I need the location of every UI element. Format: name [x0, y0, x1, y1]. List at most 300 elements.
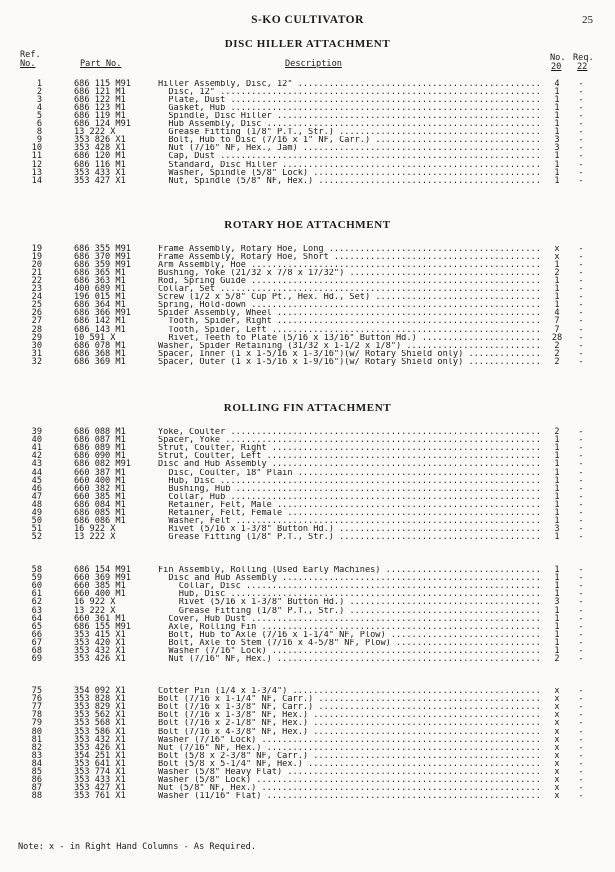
ref-number: 88 — [31, 791, 42, 802]
ref-number: 28 — [31, 324, 42, 335]
part-description: Spindle, Disc Hiller ..... — [158, 112, 543, 120]
part-description: Gasket, Hub ..... — [158, 104, 543, 112]
ref-number: 85 — [31, 767, 42, 777]
part-description: Washer, Spider Retaining (31/32 x 1-1/2 x 1/8") ..... — [158, 342, 543, 350]
qty-22: - — [578, 491, 584, 502]
part-description: Spacer, Outer (1 x 1-5/16 x 1-9/16")(w/ Rotary Shield only) ..... — [158, 358, 543, 366]
qty-20: 2 — [554, 268, 560, 279]
qty-20: 1 — [554, 159, 560, 170]
ref-number: 10 — [31, 143, 42, 154]
qty-20: 1 — [554, 300, 560, 311]
header-description: Description — [285, 59, 342, 69]
part-description: Retainer, Felt, Male ..... — [158, 501, 543, 509]
qty-20: 1 — [554, 151, 560, 162]
part-number: 353 428 X1 — [74, 143, 126, 154]
qty-20: 1 — [554, 167, 560, 178]
ref-number: 32 — [31, 356, 42, 367]
part-number: 353 415 X1 — [74, 629, 126, 640]
qty-20: 1 — [554, 532, 560, 543]
ref-number: 64 — [31, 613, 42, 624]
ref-number: 52 — [31, 532, 42, 543]
part-description: Washer (7/16" Lock) ..... — [158, 647, 543, 655]
header-col-22: 22 — [577, 62, 588, 72]
ref-number: 86 — [31, 775, 42, 786]
qty-20: 28 — [551, 332, 563, 343]
part-description: Washer (5/8" Lock) ..... — [158, 776, 543, 784]
ref-number: 81 — [31, 734, 42, 745]
qty-20: 3 — [554, 597, 560, 608]
qty-22: - — [578, 532, 584, 543]
qty-22: - — [578, 475, 584, 486]
part-description: Axle, Rolling Fin ..... — [158, 623, 543, 631]
qty-22: - — [578, 637, 584, 648]
qty-20: 1 — [554, 467, 560, 478]
qty-20: x — [554, 734, 560, 745]
qty-22: - — [578, 605, 584, 616]
qty-22: - — [578, 734, 584, 745]
part-number: 686 154 M91 — [74, 565, 131, 575]
part-description: Bushing, Yoke (21/32 x 7/8 x 17/32") ..... — [158, 269, 543, 277]
part-description: Disc and Hub Assembly ..... — [158, 574, 543, 582]
part-number: 686 123 M1 — [74, 103, 126, 114]
part-number: 686 124 M91 — [74, 119, 131, 130]
part-description: Bolt (5/8 x 5-1/4" NF, Hex.) ..... — [158, 760, 543, 768]
part-description: Washer, Spindle (5/8" Lock) ..... — [158, 169, 543, 177]
part-number: 660 369 M91 — [74, 573, 131, 584]
header-no: No. — [550, 53, 566, 63]
qty-22: - — [578, 260, 584, 271]
qty-20: x — [554, 702, 560, 713]
qty-22: - — [578, 268, 584, 279]
ref-number: 84 — [31, 758, 42, 769]
part-number: 353 641 X1 — [74, 758, 126, 769]
qty-20: 1 — [554, 475, 560, 486]
qty-20: 1 — [554, 581, 560, 592]
ref-number: 77 — [31, 702, 42, 713]
footnote: Note: x - in Right Hand Columns - As Required. — [18, 842, 256, 852]
qty-22: - — [578, 340, 584, 351]
qty-22: - — [578, 276, 584, 287]
header-ref: Ref. — [20, 50, 41, 60]
qty-22: - — [578, 467, 584, 478]
ref-number: 82 — [31, 742, 42, 753]
part-description: Spring, Hold-down ..... — [158, 301, 543, 309]
part-description: Frame Assembly, Rotary Hoe, Long ..... — [158, 245, 543, 253]
part-number: 686 087 M1 — [74, 435, 126, 446]
part-number: 353 774 X1 — [74, 767, 126, 777]
part-number: 353 829 X1 — [74, 702, 126, 713]
qty-22: - — [578, 167, 584, 178]
qty-22: - — [578, 111, 584, 122]
part-number: 686 082 M91 — [74, 459, 131, 470]
qty-22: - — [578, 516, 584, 527]
part-number: 686 368 M1 — [74, 348, 126, 359]
part-number: 686 078 M1 — [74, 340, 126, 351]
part-description: Nut (5/8" NF, Hex.) ..... — [158, 784, 543, 792]
qty-22: - — [578, 775, 584, 786]
part-number: 353 427 X1 — [74, 783, 126, 794]
part-description: Strut, Coulter, Right ..... — [158, 444, 543, 452]
part-description: Bolt (7/16 x 1-3/8" NF, Carr.) ..... — [158, 703, 543, 711]
part-description: Bolt (7/16 x 4-3/8" NF, Hex.) ..... — [158, 728, 543, 736]
ref-number: 76 — [31, 694, 42, 705]
ref-number: 4 — [36, 103, 42, 114]
qty-22: - — [578, 783, 584, 794]
qty-22: - — [578, 324, 584, 335]
section-title-disc-hiller: DISC HILLER ATTACHMENT — [224, 38, 391, 50]
part-number: 686 370 M91 — [74, 252, 131, 263]
part-number: 686 119 M1 — [74, 111, 126, 122]
part-number: 686 155 M91 — [74, 621, 131, 632]
qty-20: 1 — [554, 260, 560, 271]
part-description: Fin Assembly, Rolling (Used Early Machines) ..... — [158, 566, 543, 574]
part-description: Standard, Disc Hiller ..... — [158, 161, 543, 169]
qty-20: 1 — [554, 111, 560, 122]
ref-number: 66 — [31, 629, 42, 640]
part-description: Rivet (5/16 x 1-3/8" Button Hd.) ..... — [158, 598, 543, 606]
ref-number: 19 — [31, 252, 42, 263]
part-row — [0, 792, 615, 800]
qty-22: - — [578, 244, 584, 254]
ref-number: 83 — [31, 750, 42, 761]
ref-number: 50 — [31, 516, 42, 527]
part-number: 660 387 M1 — [74, 467, 126, 478]
ref-number: 87 — [31, 783, 42, 794]
qty-22: - — [578, 581, 584, 592]
ref-number: 5 — [36, 111, 42, 122]
ref-number: 80 — [31, 726, 42, 737]
part-description: Disc and Hub Assembly ..... — [158, 460, 543, 468]
qty-20: 2 — [554, 340, 560, 351]
qty-20: 1 — [554, 637, 560, 648]
qty-20: 7 — [554, 324, 560, 335]
qty-20: x — [554, 783, 560, 794]
qty-20: 1 — [554, 483, 560, 494]
qty-22: - — [578, 332, 584, 343]
part-number: 353 420 X1 — [74, 637, 126, 648]
qty-20: 1 — [554, 95, 560, 106]
qty-22: - — [578, 646, 584, 656]
ref-number: 75 — [31, 686, 42, 696]
ref-number: 1 — [36, 79, 42, 89]
section-title-rolling-fin: ROLLING FIN ATTACHMENT — [223, 402, 392, 414]
part-row — [0, 533, 615, 541]
qty-22: - — [578, 95, 584, 106]
ref-number: 40 — [31, 435, 42, 446]
ref-number: 46 — [31, 483, 42, 494]
part-description: Arm Assembly, Hoe ..... — [158, 261, 543, 269]
page-title: S-KO CULTIVATOR — [251, 14, 364, 26]
part-description: Grease Fitting (1/8" P.T., Str.) ..... — [158, 607, 543, 615]
ref-number: 25 — [31, 300, 42, 311]
part-description: Rivet, Teeth to Plate (5/16 x 13/16" Button Hd.) ..... — [158, 334, 543, 342]
qty-22: - — [578, 459, 584, 470]
part-number: 353 427 X1 — [74, 175, 126, 186]
qty-20: 7 — [554, 316, 560, 327]
qty-20: x — [554, 726, 560, 737]
part-number: 686 115 M91 — [74, 79, 131, 89]
qty-22: - — [578, 573, 584, 584]
part-description: Bolt, Axle to Stem (7/16 x 4-5/8" NF, Plow) ..... — [158, 639, 543, 647]
part-number: 686 116 M1 — [74, 159, 126, 170]
part-description: Grease Fitting (1/8" P.T., Str.) ..... — [158, 533, 543, 541]
ref-number: 51 — [31, 524, 42, 535]
part-description: Tooth, Spider, Left ..... — [158, 326, 543, 334]
part-number: 13 222 X — [74, 532, 116, 543]
qty-20: x — [554, 791, 560, 802]
ref-number: 8 — [36, 127, 42, 138]
part-number: 353 562 X1 — [74, 710, 126, 721]
ref-number: 27 — [31, 316, 42, 327]
qty-22: - — [578, 702, 584, 713]
ref-number: 3 — [36, 95, 42, 106]
qty-20: 1 — [554, 508, 560, 518]
part-description: Bolt (7/16 x 1-1/4" NF, Carr.) ..... — [158, 695, 543, 703]
ref-number: 49 — [31, 508, 42, 518]
header-ref-no: No. — [20, 59, 36, 69]
part-number: 353 432 X1 — [74, 646, 126, 656]
part-number: 400 689 M1 — [74, 284, 126, 295]
part-number: 196 015 M1 — [74, 292, 126, 303]
part-description: Disc, Coulter, 18" Plain ..... — [158, 469, 543, 477]
qty-20: 1 — [554, 516, 560, 527]
ref-number: 21 — [31, 268, 42, 279]
qty-20: 1 — [554, 292, 560, 303]
part-description: Frame Assembly, Rotary Hoe, Short ..... — [158, 253, 543, 261]
qty-20: 1 — [554, 605, 560, 616]
part-number: 353 586 X1 — [74, 726, 126, 737]
qty-22: - — [578, 79, 584, 89]
qty-22: - — [578, 613, 584, 624]
part-number: 686 085 M1 — [74, 508, 126, 518]
qty-22: - — [578, 316, 584, 327]
ref-number: 48 — [31, 499, 42, 510]
part-description: Tooth, Spider, Right ..... — [158, 317, 543, 325]
ref-number: 63 — [31, 605, 42, 616]
part-number: 686 120 M1 — [74, 151, 126, 162]
qty-22: - — [578, 87, 584, 98]
ref-number: 30 — [31, 340, 42, 351]
part-number: 660 385 M1 — [74, 581, 126, 592]
part-description: Hub, Disc ..... — [158, 477, 543, 485]
part-row — [0, 358, 615, 366]
qty-22: - — [578, 654, 584, 665]
qty-20: x — [554, 694, 560, 705]
qty-20: x — [554, 758, 560, 769]
qty-20: x — [554, 244, 560, 254]
part-description: Nut (7/16" NF, Hex.) ..... — [158, 655, 543, 663]
qty-20: 1 — [554, 499, 560, 510]
part-description: Yoke, Coulter ..... — [158, 428, 543, 436]
qty-20: 1 — [554, 565, 560, 575]
part-number: 686 366 M91 — [74, 308, 131, 319]
part-number: 353 568 X1 — [74, 718, 126, 729]
section-title-rotary-hoe: ROTARY HOE ATTACHMENT — [224, 219, 391, 231]
part-description: Rod, Spring Guide ..... — [158, 277, 543, 285]
part-number: 16 922 X — [74, 524, 116, 535]
part-number: 353 426 X1 — [74, 654, 126, 665]
qty-20: 1 — [554, 629, 560, 640]
part-number: 660 400 M1 — [74, 589, 126, 600]
part-number: 686 369 M1 — [74, 356, 126, 367]
qty-20: 2 — [554, 427, 560, 437]
ref-number: 41 — [31, 443, 42, 454]
part-number: 686 121 M1 — [74, 87, 126, 98]
part-row — [0, 655, 615, 663]
ref-number: 69 — [31, 654, 42, 665]
part-number: 686 088 M1 — [74, 427, 126, 437]
part-number: 353 433 X1 — [74, 167, 126, 178]
qty-22: - — [578, 103, 584, 114]
qty-20: 1 — [554, 119, 560, 130]
ref-number: 59 — [31, 573, 42, 584]
qty-20: x — [554, 750, 560, 761]
qty-22: - — [578, 791, 584, 802]
part-description: Spacer, Yoke ..... — [158, 436, 543, 444]
qty-22: - — [578, 629, 584, 640]
ref-number: 11 — [31, 151, 42, 162]
ref-number: 14 — [31, 175, 42, 186]
ref-number: 19 — [31, 244, 42, 254]
qty-22: - — [578, 356, 584, 367]
qty-20: 1 — [554, 573, 560, 584]
part-number: 10 591 X — [74, 332, 116, 343]
qty-22: - — [578, 427, 584, 437]
ref-number: 2 — [36, 87, 42, 98]
part-number: 660 385 M1 — [74, 491, 126, 502]
part-description: Collar, Disc ..... — [158, 582, 543, 590]
part-description: Screw (1/2 x 5/8" Cup Pt., Hex. Hd., Set) ..... — [158, 293, 543, 301]
qty-22: - — [578, 597, 584, 608]
qty-22: - — [578, 435, 584, 446]
ref-number: 29 — [31, 332, 42, 343]
qty-20: 3 — [554, 135, 560, 146]
part-description: Washer (7/16" Lock) ..... — [158, 736, 543, 744]
qty-22: - — [578, 742, 584, 753]
qty-20: 1 — [554, 491, 560, 502]
ref-number: 12 — [31, 159, 42, 170]
part-description: Bolt, Hub to Disc (7/16 x 1" NF, Carr.) ..... — [158, 136, 543, 144]
part-number: 686 365 M1 — [74, 268, 126, 279]
part-number: 354 092 X1 — [74, 686, 126, 696]
part-description: Hub, Disc ..... — [158, 590, 543, 598]
part-description: Bolt (7/16 x 1-3/8" NF, Hex.) ..... — [158, 711, 543, 719]
qty-22: - — [578, 175, 584, 186]
part-description: Retainer, Felt, Female ..... — [158, 509, 543, 517]
part-number: 16 922 X — [74, 597, 116, 608]
qty-22: - — [578, 726, 584, 737]
qty-20: x — [554, 767, 560, 777]
ref-number: 22 — [31, 276, 42, 287]
qty-20: x — [554, 718, 560, 729]
qty-22: - — [578, 127, 584, 138]
qty-22: - — [578, 499, 584, 510]
qty-20: 1 — [554, 276, 560, 287]
qty-22: - — [578, 451, 584, 462]
ref-number: 44 — [31, 467, 42, 478]
part-number: 353 432 X1 — [74, 734, 126, 745]
qty-20: 1 — [554, 646, 560, 656]
qty-22: - — [578, 159, 584, 170]
header-part-no: Part No. — [80, 59, 122, 69]
part-description: Cotter Pin (1/4 x 1-3/4") ..... — [158, 687, 543, 695]
qty-20: 1 — [554, 87, 560, 98]
qty-22: - — [578, 718, 584, 729]
qty-22: - — [578, 508, 584, 518]
ref-number: 42 — [31, 451, 42, 462]
part-number: 686 143 M1 — [74, 324, 126, 335]
ref-number: 62 — [31, 597, 42, 608]
part-number: 353 828 X1 — [74, 694, 126, 705]
part-description: Nut (7/16" NF, Hex., Jam) ..... — [158, 144, 543, 152]
qty-22: - — [578, 686, 584, 696]
page-number: 25 — [582, 14, 593, 26]
qty-20: 1 — [554, 175, 560, 186]
qty-20: 1 — [554, 435, 560, 446]
qty-22: - — [578, 589, 584, 600]
part-description: Collar, Hub ..... — [158, 493, 543, 501]
part-number: 353 761 X1 — [74, 791, 126, 802]
ref-number: 31 — [31, 348, 42, 359]
qty-20: 1 — [554, 451, 560, 462]
part-number: 13 222 X — [74, 127, 116, 138]
part-description: Washer (11/16" Flat) ..... — [158, 792, 543, 800]
ref-number: 23 — [31, 284, 42, 295]
qty-22: - — [578, 758, 584, 769]
qty-20: x — [554, 252, 560, 263]
part-number: 353 826 X1 — [74, 135, 126, 146]
qty-20: 1 — [554, 621, 560, 632]
ref-number: 45 — [31, 475, 42, 486]
qty-22: - — [578, 284, 584, 295]
qty-20: x — [554, 742, 560, 753]
ref-number: 61 — [31, 589, 42, 600]
qty-22: - — [578, 710, 584, 721]
part-description: Spacer, Inner (1 x 1-5/16 x 1-3/16")(w/ Rotary Shield only) ..... — [158, 350, 543, 358]
qty-20: x — [554, 775, 560, 786]
qty-20: x — [554, 710, 560, 721]
part-description: Washer (5/8" Heavy Flat) ..... — [158, 768, 543, 776]
qty-22: - — [578, 621, 584, 632]
part-number: 686 122 M1 — [74, 95, 126, 106]
qty-22: - — [578, 524, 584, 535]
part-number: 686 355 M91 — [74, 244, 131, 254]
qty-22: - — [578, 143, 584, 154]
qty-20: 1 — [554, 103, 560, 114]
qty-20: 4 — [554, 79, 560, 89]
ref-number: 67 — [31, 637, 42, 648]
header-col-20: 20 — [551, 62, 562, 72]
part-number: 686 359 M91 — [74, 260, 131, 271]
qty-20: 1 — [554, 443, 560, 454]
ref-number: 20 — [31, 260, 42, 271]
part-number: 686 363 M1 — [74, 276, 126, 287]
part-row — [0, 177, 615, 185]
ref-number: 58 — [31, 565, 42, 575]
qty-22: - — [578, 443, 584, 454]
part-description: Washer, Felt ..... — [158, 517, 543, 525]
qty-20: 3 — [554, 143, 560, 154]
ref-number: 26 — [31, 308, 42, 319]
qty-20: 1 — [554, 459, 560, 470]
part-number: 353 426 X1 — [74, 742, 126, 753]
ref-number: 68 — [31, 646, 42, 656]
ref-number: 78 — [31, 710, 42, 721]
part-number: 686 084 M1 — [74, 499, 126, 510]
header-req: Req. — [573, 53, 594, 63]
part-number: 13 222 X — [74, 605, 116, 616]
qty-20: 2 — [554, 348, 560, 359]
